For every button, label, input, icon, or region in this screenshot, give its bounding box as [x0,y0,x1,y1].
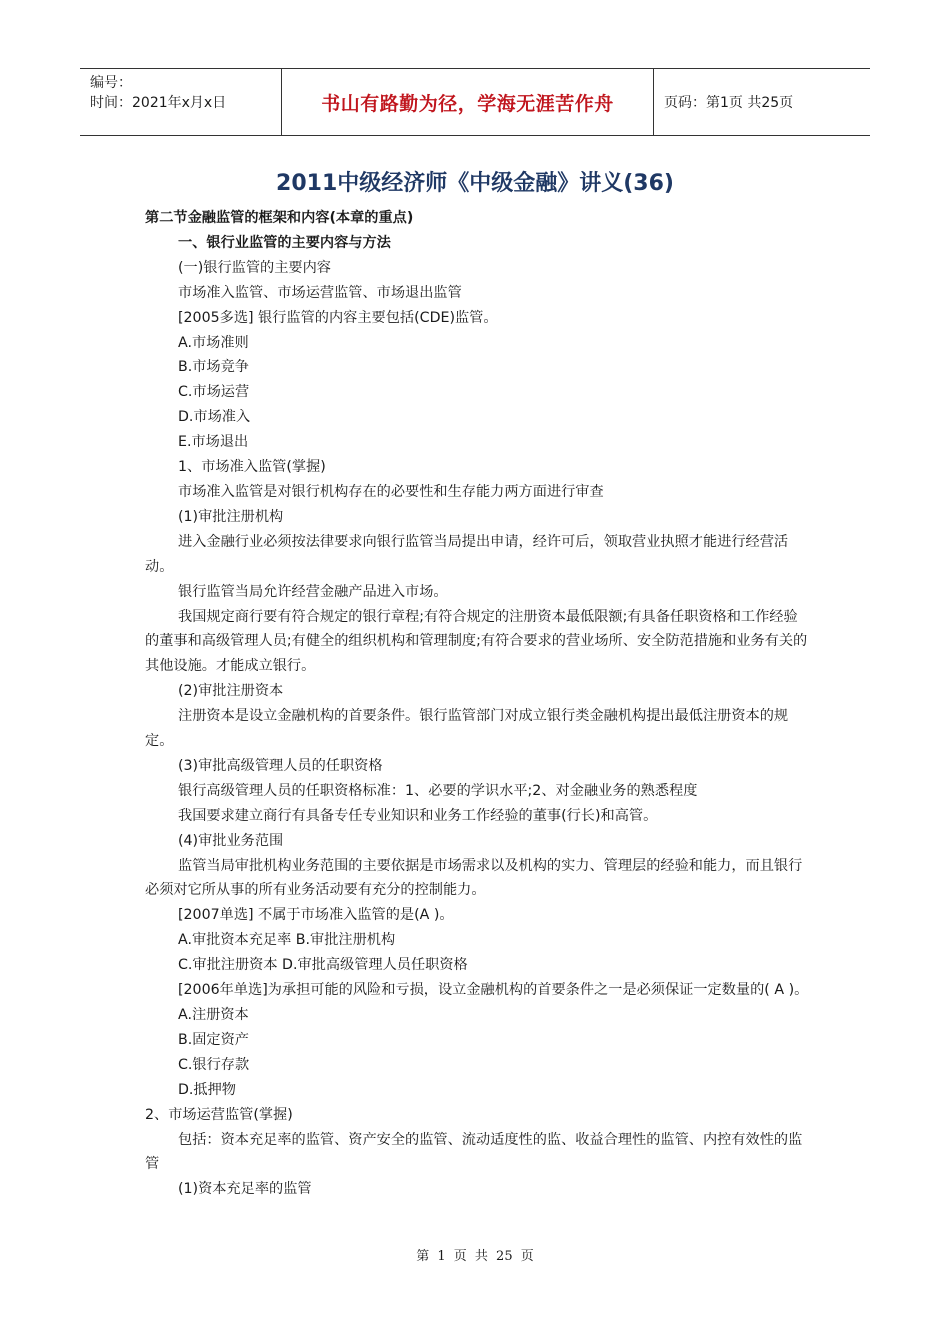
paragraph: 进入金融行业必须按法律要求向银行监管当局提出申请，经许可后，领取营业执照才能进行经营活动。 [145,533,789,575]
option: A.审批资本充足率 B.审批注册机构 [178,932,396,949]
paragraph: 注册资本是设立金融机构的首要条件。银行监管部门对成立银行类金融机构提出最低注册资本的规定。 [145,708,789,750]
subsection-heading: 一、银行业监管的主要内容与方法 [178,234,391,251]
option: B.市场竞争 [178,359,249,376]
page-footer: 第 1 页 共 25 页 [416,1249,534,1264]
paragraph: 我国要求建立商行有具备专任专业知识和业务工作经验的董事(行长)和高管。 [178,807,658,824]
paragraph: 市场准入监管、市场运营监管、市场退出监管 [178,284,462,301]
paragraph: (3)审批高级管理人员的任职资格 [178,757,383,774]
option: C.市场运营 [178,384,250,401]
paragraph: (一)银行监管的主要内容 [178,259,331,276]
paragraph: 我国规定商行要有符合规定的银行章程;有符合规定的注册资本最低限额;有具备任职资格和工作经验的董事和高级管理人员;有健全的组织机构和管理制度;有符合要求的营业场所、安全防范措施和业务有关的其他设施。才能成立银行。 [145,608,808,675]
option: D.抵押物 [178,1081,236,1098]
paragraph: 1、市场准入监管(掌握) [178,459,326,476]
header-page-cell [654,69,870,135]
option: C.审批注册资本 D.审批高级管理人员任职资格 [178,957,468,974]
question: [2006年单选]为承担可能的风险和亏损，设立金融机构的首要条件之一是必须保证一定数量的( A )。 [178,982,809,999]
option: A.注册资本 [178,1007,249,1023]
header-motto-cell [282,69,654,135]
option: A.市场准则 [178,334,249,351]
option: D.市场准入 [178,409,251,426]
paragraph: (4)审批业务范围 [178,832,284,849]
document-title: 2011中级经济师《中级金融》讲义(36) [276,171,674,196]
header-meta-cell [80,69,282,135]
question: [2005多选] 银行监管的内容主要包括(CDE)监管。 [178,309,498,326]
paragraph: (1)审批注册机构 [178,508,284,525]
paragraph: 银行监管当局允许经营金融产品进入市场。 [178,583,448,600]
option: E.市场退出 [178,434,249,451]
paragraph: 银行高级管理人员的任职资格标准：1、必要的学识水平;2、对金融业务的熟悉程度 [178,782,698,799]
option: B.固定资产 [178,1031,249,1048]
question: [2007单选] 不属于市场准入监管的是(A )。 [178,907,454,924]
header-table [80,68,870,136]
section-heading: 第二节金融监管的框架和内容(本章的重点) [145,210,414,226]
paragraph: 监管当局审批机构业务范围的主要依据是市场需求以及机构的实力、管理层的经验和能力，而且银行必须对它所从事的所有业务活动要有充分的控制能力。 [145,857,803,899]
paragraph: 市场准入监管是对银行机构存在的必要性和生存能力两方面进行审查 [178,483,604,500]
motto-text: 书山有路勤为径，学海无涯苦作舟 [321,92,614,115]
time-label: 时间：2021年x月x日 [90,95,227,111]
option: C.银行存款 [178,1056,250,1073]
paragraph: (2)审批注册资本 [178,683,284,700]
paragraph: 包括：资本充足率的监管、资产安全的监管、流动适度性的监、收益合理性的监管、内控有效性的监管 [145,1131,803,1173]
document-body [145,206,810,1202]
paragraph: (1)资本充足率的监管 [178,1181,312,1198]
page-info: 页码：第1页 共25页 [664,95,794,111]
number-label: 编号： [90,75,132,91]
paragraph: 2、市场运营监管(掌握) [145,1106,293,1123]
